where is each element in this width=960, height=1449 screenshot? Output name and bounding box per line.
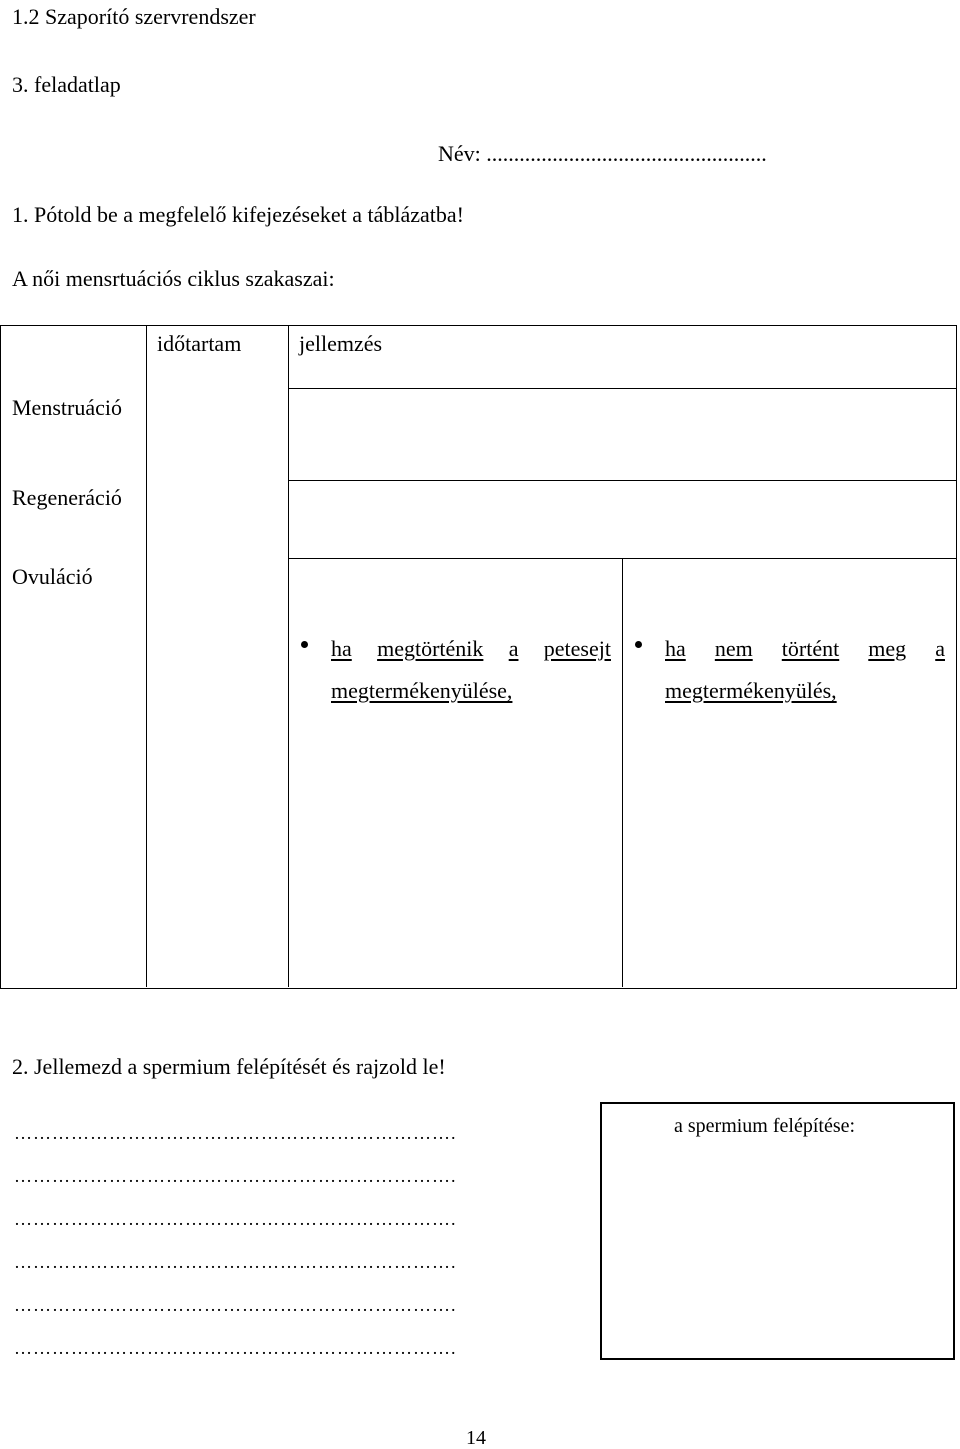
bullet-word: nem [714, 636, 753, 661]
table-divider [288, 480, 956, 481]
answer-cell-regeneration-duration[interactable] [148, 482, 287, 557]
bullet-text-line2: megtermékenyülése, [331, 678, 513, 703]
drawing-box[interactable] [600, 1102, 955, 1360]
row-label-regeneration: Regeneráció [12, 485, 122, 510]
answer-line[interactable]: ……………………………………………………………. [14, 1338, 457, 1358]
column-header-duration: időtartam [157, 331, 242, 356]
task1-subtitle: A női mensrtuációs ciklus szakaszai: [12, 266, 335, 291]
answer-line[interactable]: ……………………………………………………………. [14, 1123, 457, 1143]
drawing-box-label: a spermium felépítése: [674, 1115, 856, 1137]
bullet-text-line2: megtermékenyülés, [665, 678, 837, 703]
bullet-word: a [508, 636, 519, 661]
answer-line[interactable]: ……………………………………………………………. [14, 1295, 457, 1315]
bullet-word: petesejt [543, 636, 611, 661]
bullet-word: meg [868, 636, 907, 661]
table-divider [622, 558, 623, 987]
answer-line[interactable]: ……………………………………………………………. [14, 1209, 457, 1229]
table-divider [146, 326, 147, 987]
answer-cell-fertilized[interactable] [290, 716, 620, 986]
table-divider [288, 388, 956, 389]
table-divider [288, 326, 289, 987]
task1-instruction: 1. Pótold be a megfelelő kifejezéseket a táblázatba! [12, 202, 465, 227]
task2-instruction: 2. Jellemezd a spermium felépítését és rajzold le! [12, 1054, 446, 1079]
answer-line[interactable]: ……………………………………………………………. [14, 1252, 457, 1272]
row-label-ovulation: Ovuláció [12, 564, 93, 589]
row-label-menstruation: Menstruáció [12, 395, 122, 420]
bullet-icon [301, 641, 308, 648]
section-title: 1.2 Szaporító szervrendszer [12, 4, 256, 29]
column-header-description: jellemzés [299, 331, 383, 356]
answer-cell-menstruation-duration[interactable] [148, 390, 287, 479]
bullet-word: megtörténik [377, 636, 484, 661]
answer-cell-not-fertilized[interactable] [624, 716, 954, 986]
table-divider [288, 558, 956, 559]
name-field[interactable]: Név: ................................................... [438, 141, 767, 166]
worksheet-title: 3. feladatlap [12, 72, 121, 97]
bullet-icon [635, 641, 642, 648]
answer-line[interactable]: ……………………………………………………………. [14, 1166, 457, 1186]
answer-cell-ovulation-duration[interactable] [148, 560, 287, 986]
bullet-word: ha [665, 636, 686, 661]
answer-cell-regeneration-description[interactable] [290, 482, 954, 557]
page-number: 14 [466, 1427, 486, 1449]
bullet-word: a [935, 636, 945, 661]
bullet-word: ha [331, 636, 352, 661]
bullet-word: történt [781, 636, 840, 661]
cycle-table [0, 325, 957, 989]
answer-cell-menstruation-description[interactable] [290, 390, 954, 479]
